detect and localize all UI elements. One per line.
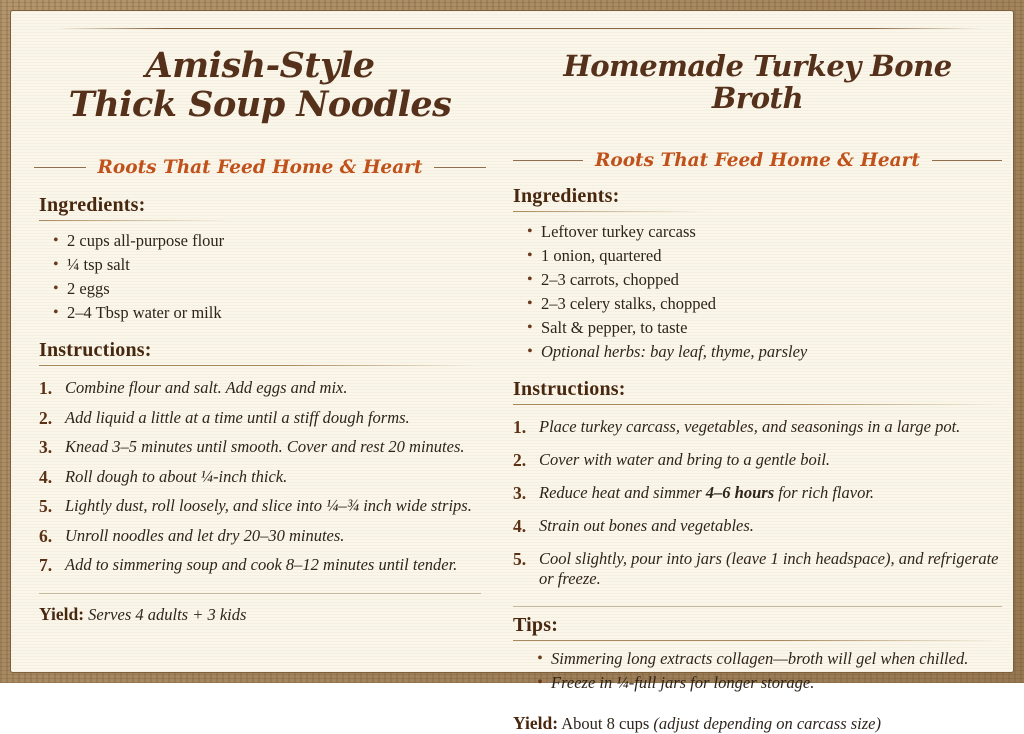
step-text: Cover with water and bring to a gentle boil. — [539, 450, 831, 470]
yield-value: About 8 cups — [561, 714, 654, 734]
ingredient-item: • Optional herbs: bay leaf, thyme, parsley — [527, 340, 1002, 364]
ingredient-item: • 1 onion, quartered — [527, 244, 1002, 268]
heading-underline — [513, 404, 1002, 405]
tagline-row-right — [513, 150, 1002, 171]
instructions-heading: Instructions: — [513, 378, 626, 401]
instruction-step — [39, 467, 481, 487]
instructions-heading: Instructions: — [39, 339, 152, 362]
step-number: 3. — [39, 437, 53, 458]
instruction-step — [39, 408, 481, 428]
instruction-step — [513, 483, 1002, 503]
title-line-1: Amish-Style — [145, 45, 375, 86]
yield-row-left — [39, 604, 481, 625]
instruction-step — [39, 437, 481, 457]
step-number: 2. — [513, 450, 527, 471]
tips-section — [513, 602, 1002, 695]
tagline-rule-left — [513, 160, 583, 161]
yield-value: Serves 4 adults + 3 kids — [88, 604, 247, 624]
ingredient-item: • ¼ tsp salt — [53, 253, 481, 277]
tip-item: • Simmering long extracts collagen—broth will gel when chilled. — [537, 647, 1002, 671]
tagline-right: Roots That Feed Home & Heart — [595, 150, 920, 172]
heading-underline — [513, 211, 708, 212]
tagline-row-left — [39, 157, 481, 178]
step-text: Knead 3–5 minutes until smooth. Cover and rest 20 minutes. — [65, 437, 465, 457]
step-number: 5. — [513, 549, 527, 570]
ingredients-section-left — [39, 194, 481, 325]
ingredient-item: • 2 eggs — [53, 277, 481, 301]
recipe-title-left — [39, 47, 481, 124]
instructions-section-left — [39, 339, 481, 585]
step-number: 7. — [39, 555, 53, 576]
step-text: Strain out bones and vegetables. — [539, 516, 754, 536]
instruction-step — [513, 450, 1002, 470]
ingredients-list — [39, 229, 481, 325]
ingredients-heading: Ingredients: — [39, 194, 146, 217]
step-number: 3. — [513, 483, 527, 504]
tagline-rule-left — [34, 167, 86, 168]
tip-item: • Freeze in ¼-full jars for longer storage. — [537, 671, 1002, 695]
step-text-post: for rich flavor. — [774, 483, 875, 503]
recipe-title-right: Homemade Turkey Bone Broth — [563, 49, 952, 115]
ingredients-section-right — [513, 185, 1002, 364]
recipe-left — [39, 39, 491, 672]
instructions-section-right — [513, 378, 1002, 602]
tagline-rule-right — [434, 167, 486, 168]
heading-underline — [513, 640, 1002, 641]
step-text: Cool slightly, pour into jars (leave 1 inch headspace), and refrigerate or freeze. — [539, 549, 999, 589]
yield-label: Yield: — [513, 713, 559, 734]
tips-heading: Tips: — [513, 614, 559, 637]
step-number: 5. — [39, 496, 53, 517]
tips-list — [513, 647, 1002, 695]
yield-row-right — [513, 713, 1002, 734]
instruction-step — [513, 516, 1002, 536]
instruction-step — [39, 378, 481, 398]
recipe-card — [10, 10, 1014, 734]
yield-divider — [39, 593, 481, 594]
ingredient-item: • 2 cups all-purpose flour — [53, 229, 481, 253]
recipe-right — [491, 39, 1006, 734]
step-text-pre: Reduce heat and simmer — [539, 483, 706, 503]
step-text — [539, 483, 874, 503]
tips-top-divider — [513, 606, 1002, 607]
step-number: 4. — [513, 516, 527, 537]
instructions-list — [39, 378, 481, 575]
top-rule — [55, 28, 983, 29]
heading-underline — [39, 365, 481, 366]
step-text: Lightly dust, roll loosely, and slice into ¼–¾ inch wide strips. — [65, 496, 472, 516]
instruction-step — [39, 555, 481, 575]
instruction-step — [39, 496, 481, 516]
step-text: Combine flour and salt. Add eggs and mix. — [65, 378, 348, 398]
instruction-step — [513, 417, 1002, 437]
step-text: Roll dough to about ¼-inch thick. — [65, 466, 288, 486]
ingredient-item: • 2–3 carrots, chopped — [527, 268, 1002, 292]
step-text: Add to simmering soup and cook 8–12 minutes until tender. — [65, 555, 458, 575]
step-text: Add liquid a little at a time until a stiff dough forms. — [65, 407, 410, 427]
step-number: 2. — [39, 407, 53, 428]
step-number: 4. — [39, 466, 53, 487]
step-number: 6. — [39, 525, 53, 546]
step-number: 1. — [39, 378, 53, 399]
title-line-2: Thick Soup Noodles — [68, 83, 452, 125]
instructions-list — [513, 417, 1002, 589]
yield-label: Yield: — [39, 603, 85, 624]
instruction-step — [39, 526, 481, 546]
ingredient-item: • Salt & pepper, to taste — [527, 316, 1002, 340]
ingredient-item: • Leftover turkey carcass — [527, 220, 1002, 244]
step-text: Place turkey carcass, vegetables, and seasonings in a large pot. — [539, 417, 961, 437]
step-number: 1. — [513, 417, 527, 438]
step-text-bold: 4–6 hours — [705, 483, 775, 503]
yield-note: (adjust depending on carcass size) — [653, 714, 881, 734]
instruction-step — [513, 549, 1002, 589]
ingredients-list — [513, 220, 1002, 364]
step-text: Unroll noodles and let dry 20–30 minutes. — [65, 525, 345, 545]
ingredient-item: • 2–3 celery stalks, chopped — [527, 292, 1002, 316]
tagline-rule-right — [932, 160, 1002, 161]
ingredients-heading: Ingredients: — [513, 185, 620, 208]
tagline-left: Roots That Feed Home & Heart — [97, 157, 423, 179]
heading-underline — [39, 220, 234, 221]
ingredient-item: • 2–4 Tbsp water or milk — [53, 301, 481, 325]
